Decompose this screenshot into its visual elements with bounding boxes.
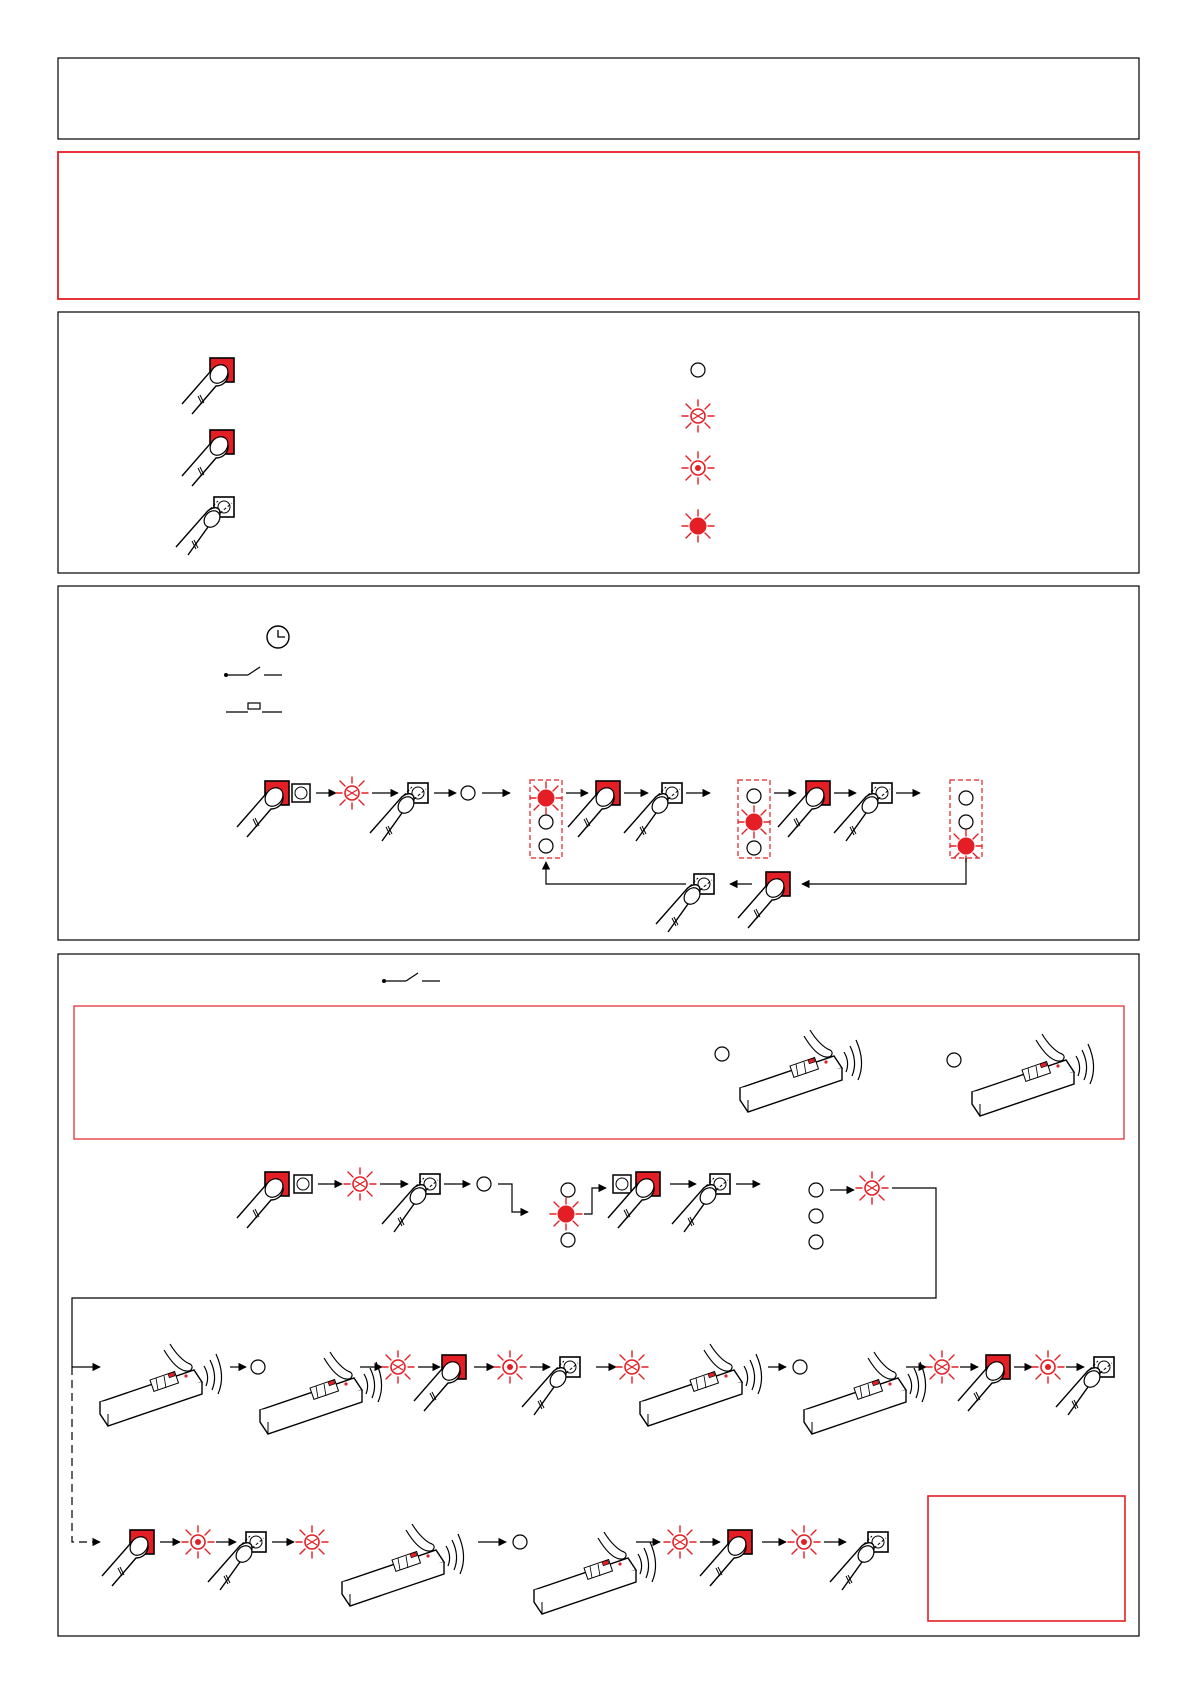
title-frame <box>58 58 1139 139</box>
led-off-icon <box>809 1209 823 1223</box>
led-off-icon <box>251 1360 265 1374</box>
notice-frame <box>74 1006 1124 1139</box>
procedure-panel-1 <box>58 586 1139 940</box>
led-blink-slow-icon <box>682 400 714 432</box>
led-on-icon <box>530 782 562 814</box>
led-on-icon <box>550 1198 582 1230</box>
led-on-icon <box>738 806 770 838</box>
led-blink-slow-icon <box>856 1172 888 1204</box>
legend-panel <box>58 312 1139 573</box>
led-off-icon <box>561 1183 575 1197</box>
led-off-icon <box>959 815 973 829</box>
led-blink-slow-icon <box>664 1526 696 1558</box>
led-off-icon <box>809 1235 823 1249</box>
led-off-icon <box>809 1183 823 1197</box>
led-off-icon <box>561 1233 575 1247</box>
button-released-icon <box>613 1175 631 1193</box>
led-off-icon <box>715 1047 729 1061</box>
led-on-icon <box>682 510 714 542</box>
led-blink-slow-icon <box>616 1351 648 1383</box>
led-blink-slow-icon <box>382 1351 414 1383</box>
led-off-icon <box>539 815 553 829</box>
warning-frame <box>58 152 1139 299</box>
led-off-icon <box>747 841 761 855</box>
led-off-icon <box>959 791 973 805</box>
led-blink-slow-icon <box>336 777 368 809</box>
led-blink-slow-icon <box>926 1351 958 1383</box>
led-off-icon <box>539 839 553 853</box>
led-off-icon <box>461 786 475 800</box>
led-blink-fast-icon <box>682 452 714 484</box>
led-off-icon <box>513 1535 527 1549</box>
led-blink-fast-icon <box>1032 1351 1064 1383</box>
led-blink-fast-icon <box>494 1351 526 1383</box>
led-blink-slow-icon <box>296 1526 328 1558</box>
led-blink-fast-icon <box>788 1526 820 1558</box>
led-on-icon <box>950 830 982 862</box>
note-box <box>928 1496 1125 1621</box>
button-released-icon <box>294 1175 312 1193</box>
led-off-icon <box>477 1177 491 1191</box>
procedure-panel-2 <box>58 954 1139 1636</box>
led-off-icon <box>747 789 761 803</box>
button-released-icon <box>292 784 310 802</box>
led-off-icon <box>793 1360 807 1374</box>
clock-icon <box>267 626 289 648</box>
led-blink-slow-icon <box>344 1168 376 1200</box>
led-off-icon <box>947 1053 961 1067</box>
led-off-icon <box>691 363 705 377</box>
led-blink-fast-icon <box>182 1526 214 1558</box>
